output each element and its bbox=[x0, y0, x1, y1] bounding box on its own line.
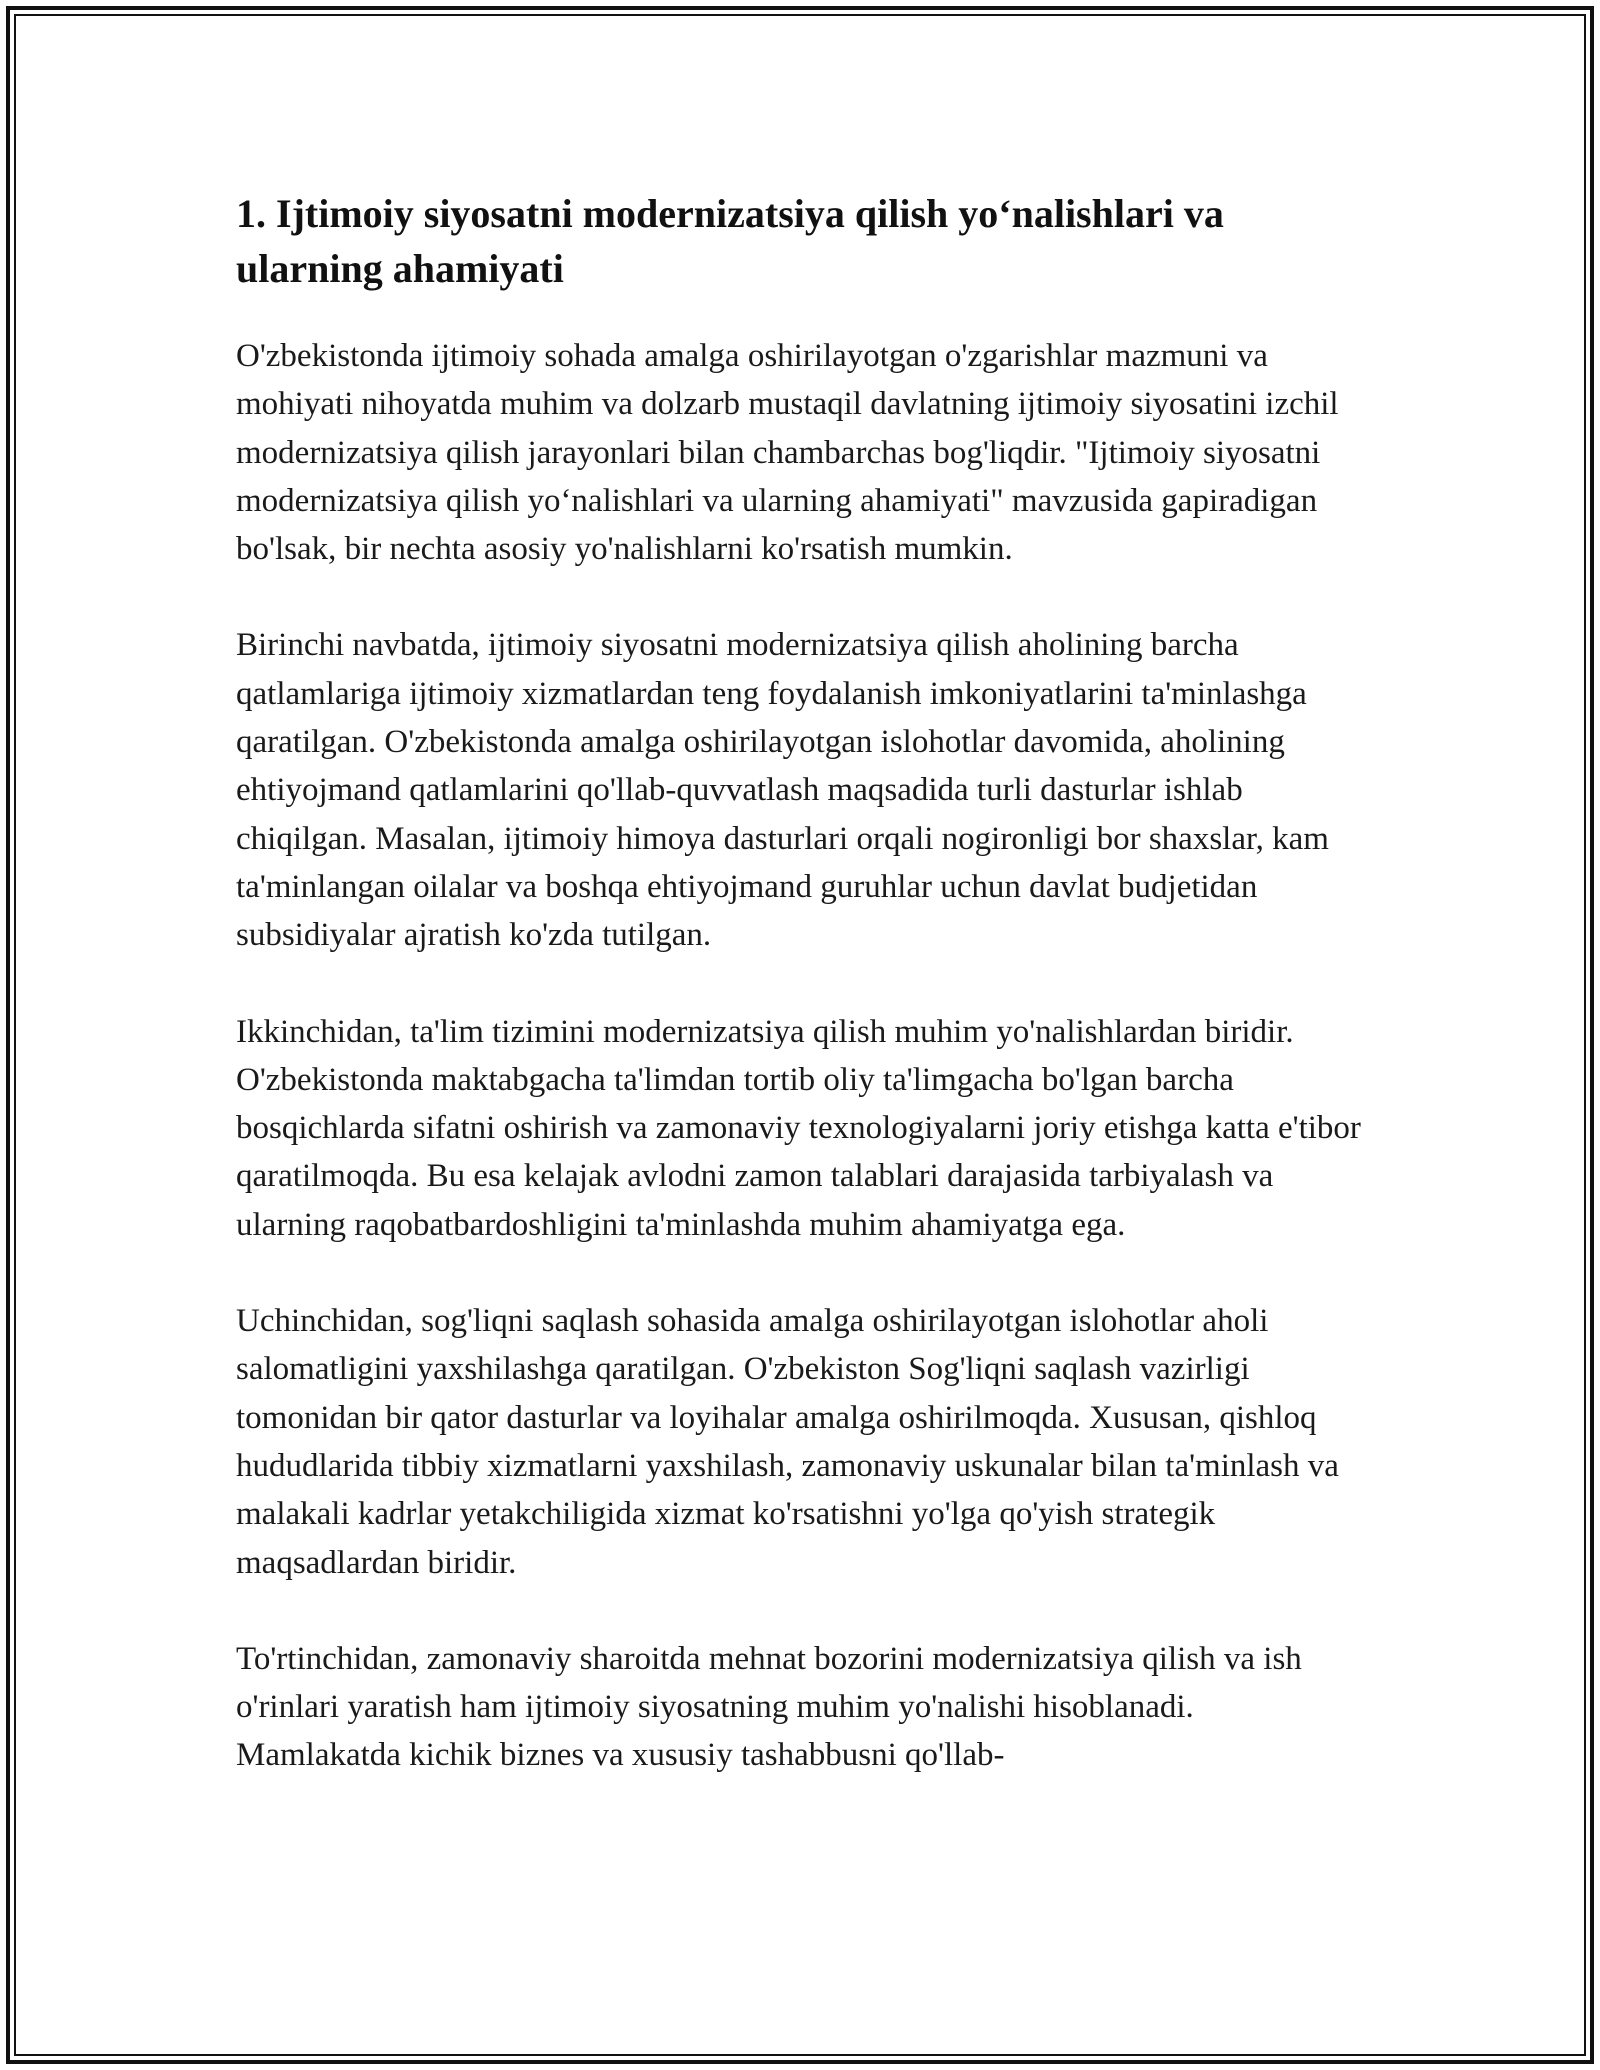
paragraph-third-direction: Uchinchidan, sog'liqni saqlash sohasida amalga oshirilayotgan islohotlar aholi salomatligini yaxshilashga qaratilgan. O'zbekiston Sog'liqni saqlash vazirligi tomonidan bir qator dasturlar va loyihalar amalga oshirilmoqda. Xususan, qishloq hududlarida tibbiy xizmatlarni yaxshilash, zamonaviy uskunalar bilan ta'minlash va malakali kadrlar yetakchiligida xizmat ko'rsatishni yo'lga qo'yish strategik maqsadlardan biridir. bbox=[236, 1303, 1339, 1581]
paragraph-first-direction: Birinchi navbatda, ijtimoiy siyosatni modernizatsiya qilish aholining barcha qatlamlariga ijtimoiy xizmatlardan teng foydalanish imkoniyatlarini ta'minlashga qaratilgan. O'zbekistonda amalga oshirilayotgan islohotlar davomida, aholining ehtiyojmand qatlamlarini qo'llab-quvvatlash maqsadida turli dasturlar ishlab chiqilgan. Masalan, ijtimoiy himoya dasturlari orqali nogironligi bor shaxslar, kam ta'minlangan oilalar va boshqa ehtiyojmand guruhlar uchun davlat budjetidan subsidiyalar ajratish ko'zda tutilgan. bbox=[236, 627, 1329, 954]
paragraph-intro: O'zbekistonda ijtimoiy sohada amalga oshirilayotgan o'zgarishlar mazmuni va mohiyati nihoyatda muhim va dolzarb mustaqil davlatning ijtimoiy siyosatini izchil modernizatsiya qilish jarayonlari bilan chambarchas bog'liqdir. "Ijtimoiy siyosatni modernizatsiya qilish yo‘nalishlari va ularning ahamiyati" mavzusida gapiradigan bo'lsak, bir nechta asosiy yo'nalishlarni ko'rsatish mumkin. bbox=[236, 338, 1339, 568]
paragraph-second-direction: Ikkinchidan, ta'lim tizimini modernizatsiya qilish muhim yo'nalishlardan biridir. O'zbekistonda maktabgacha ta'limdan tortib oliy ta'limgacha bo'lgan barcha bosqichlarda sifatni oshirish va zamonaviy texnologiyalarni joriy etishga katta e'tibor qaratilmoqda. Bu esa kelajak avlodni zamon talablari darajasida tarbiyalash va ularning raqobatbardoshligini ta'minlashda muhim ahamiyatga ega. bbox=[236, 1013, 1361, 1243]
paragraph-fourth-direction: To'rtinchidan, zamonaviy sharoitda mehnat bozorini modernizatsiya qilish va ish o'rinlari yaratish ham ijtimoiy siyosatning muhim yo'nalishi hisoblanadi. Mamlakatda kichik biznes va xususiy tashabbusni qo'llab- bbox=[236, 1640, 1302, 1774]
section-heading: 1. Ijtimoiy siyosatni modernizatsiya qilish yo‘nalishlari va ularning ahamiyati bbox=[236, 191, 1224, 291]
document-body bbox=[236, 186, 1366, 1780]
